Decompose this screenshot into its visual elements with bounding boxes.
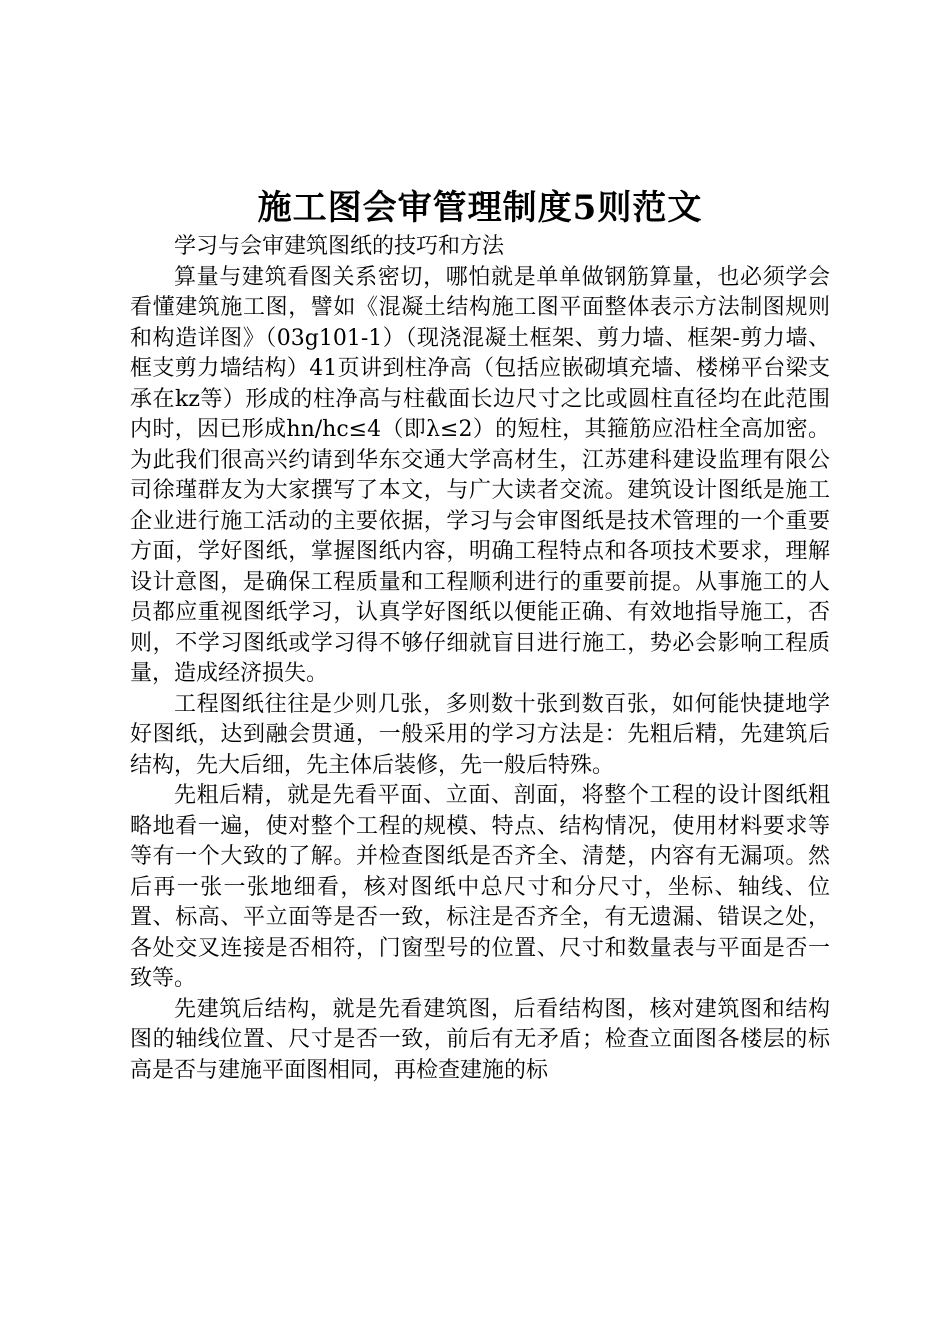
paragraph: 工程图纸往往是少则几张，多则数十张到数百张，如何能快捷地学好图纸，达到融会贯通，一般采用的学习方法是：先粗后精，先建筑后结构，先大后细，先主体后装修，先一般后特殊。	[130, 691, 830, 778]
document-title: 施工图会审管理制度5则范文	[257, 188, 703, 228]
document-page	[130, 0, 830, 1344]
section-heading: 学习与会审建筑图纸的技巧和方法	[174, 234, 505, 259]
paragraph: 先粗后精，就是先看平面、立面、剖面，将整个工程的设计图纸粗略地看一遍，使对整个工程的规模、特点、结构情况，使用材料要求等等有一个大致的了解。并检查图纸是否齐全、清楚，内容有无漏项。然后再一张一张地细看，核对图纸中总尺寸和分尺寸，坐标、轴线、位置、标高、平立面等是否一致，标注是否齐全，有无遗漏、错误之处，各处交叉连接是否相符，门窗型号的位置、尺寸和数量表与平面是否一致等。	[130, 783, 830, 991]
paragraph: 先建筑后结构，就是先看建筑图，后看结构图，核对建筑图和结构图的轴线位置、尺寸是否一致，前后有无矛盾；检查立面图各楼层的标高是否与建施平面图相同，再检查建施的标	[130, 996, 830, 1083]
paragraph: 算量与建筑看图关系密切，哪怕就是单单做钢筋算量，也必须学会看懂建筑施工图，譬如《混凝土结构施工图平面整体表示方法制图规则和构造详图》（03g101-1）（现浇混凝土框架、剪力墙、框架-剪力墙、框支剪力墙结构）41页讲到柱净高（包括应嵌砌填充墙、楼梯平台梁支承在kz等）形成的柱净高与柱截面长边尺寸之比或圆柱直径均在此范围内时，因已形成hn/hc≤4（即λ≤2）的短柱，其箍筋应沿柱全高加密。为此我们很高兴约请到华东交通大学高材生，江苏建科建设监理有限公司徐瑾群友为大家撰写了本文，与广大读者交流。建筑设计图纸是施工企业进行施工活动的主要依据，学习与会审图纸是技术管理的一个重要方面，学好图纸，掌握图纸内容，明确工程特点和各项技术要求，理解设计意图，是确保工程质量和工程顺利进行的重要前提。从事施工的人员都应重视图纸学习，认真学好图纸以便能正确、有效地指导施工，否则，不学习图纸或学习得不够仔细就盲目进行施工，势必会影响工程质量，造成经济损失。	[130, 264, 830, 686]
document-body	[130, 232, 830, 1086]
